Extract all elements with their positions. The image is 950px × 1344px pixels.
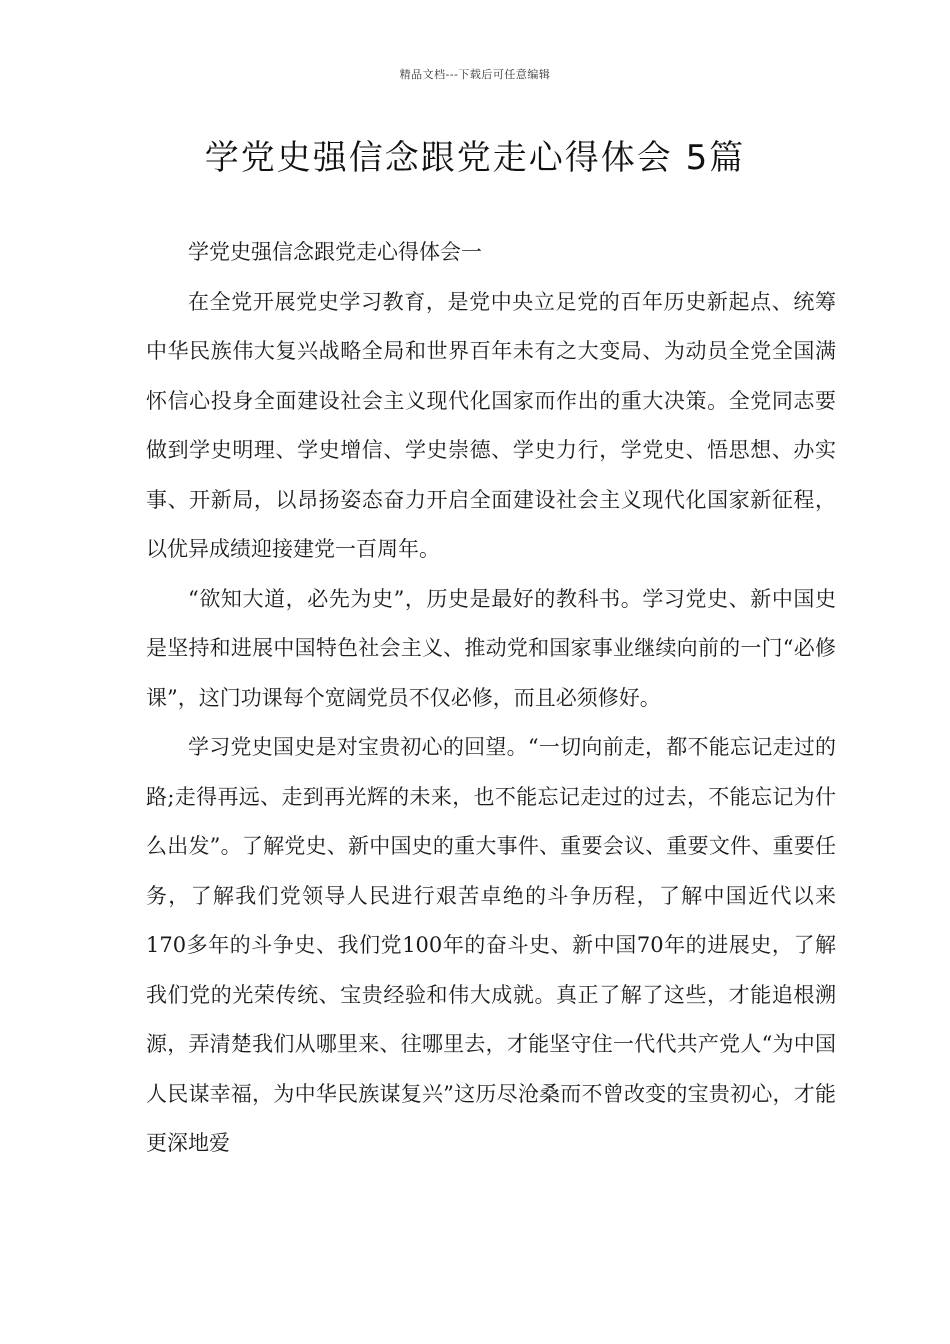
document-title: 学党史强信念跟党走心得体会 5篇: [204, 138, 746, 178]
document-body: [146, 228, 836, 1169]
section-heading: 学党史强信念跟党走心得体会一: [188, 240, 482, 264]
paragraph: 学习党史国史是对宝贵初心的回望。“一切向前走，都不能忘记走过的路;走得再远、走到再光辉的未来，也不能忘记走过的过去，不能忘记为什么出发”。了解党史、新中国史的重大事件、重要会议、重要文件、重要任务，了解我们党领导人民进行艰苦卓绝的斗争历程，了解中国近代以来170多年的斗争史、我们党100年的奋斗史、新中国70年的进展史，了解我们党的光荣传统、宝贵经验和伟大成就。真正了解了这些，才能追根溯源，弄清楚我们从哪里来、往哪里去，才能坚守住一代代共产党人“为中国人民谋幸福，为中华民族谋复兴”这历尽沧桑而不曾改变的宝贵初心，才能更深地爱: [146, 735, 836, 1155]
paragraph: 在全党开展党史学习教育，是党中央立足党的百年历史新起点、统筹中华民族伟大复兴战略全局和世界百年未有之大变局、为动员全党全国满怀信心投身全面建设社会主义现代化国家而作出的重大决策。全党同志要做到学史明理、学史增信、学史崇德、学史力行，学党史、悟思想、办实事、开新局，以昂扬姿态奋力开启全面建设社会主义现代化国家新征程，以优异成绩迎接建党一百周年。: [146, 289, 836, 561]
paragraph: “欲知大道，必先为史”，历史是最好的教科书。学习党史、新中国史是坚持和进展中国特色社会主义、推动党和国家事业继续向前的一门“必修课”，这门功课每个宽阔党员不仅必修，而且必须修好。: [146, 586, 836, 710]
header-note: 精品文档---下载后可任意编辑: [399, 68, 551, 81]
